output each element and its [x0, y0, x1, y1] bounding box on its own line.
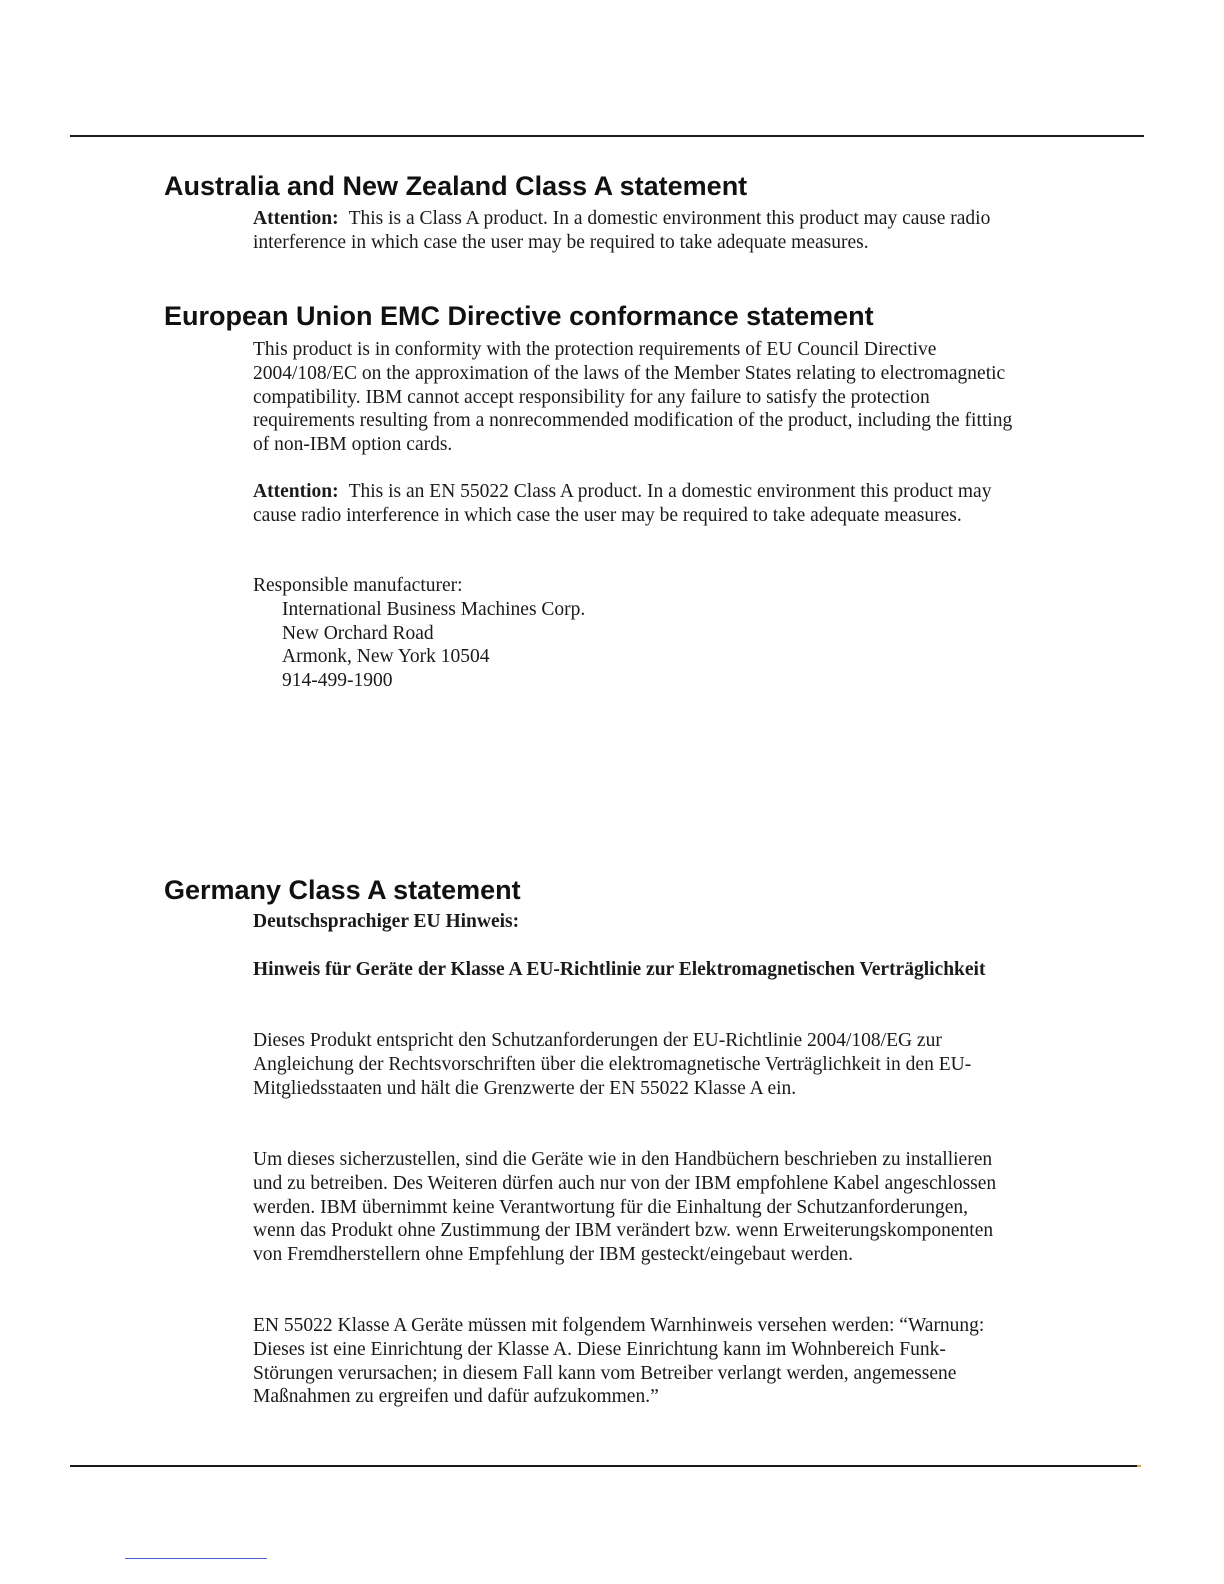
attention-text: This is an EN 55022 Class A product. In a domestic environment this product may cause radio interference in which case the user may be required to take adequate measures. — [253, 481, 992, 526]
australia-attention-paragraph — [253, 207, 1013, 255]
bottom-rule — [70, 1465, 1138, 1467]
germany-notice-title: Hinweis für Geräte der Klasse A EU-Richtlinie zur Elektromagnetischen Verträglichkeit — [253, 959, 986, 980]
manufacturer-label: Responsible manufacturer: — [253, 575, 463, 596]
bottom-rule-mark — [1137, 1465, 1141, 1467]
eu-attention-paragraph — [253, 480, 1013, 528]
top-rule — [70, 135, 1144, 137]
heading-eu-emc: European Union EMC Directive conformance statement — [164, 301, 874, 331]
manufacturer-phone: 914-499-1900 — [282, 670, 393, 692]
attention-label: Attention: — [253, 208, 339, 229]
attention-label: Attention: — [253, 481, 339, 502]
footer-link-underline — [125, 1558, 267, 1559]
manufacturer-street: New Orchard Road — [282, 622, 434, 644]
heading-australia: Australia and New Zealand Class A statement — [164, 171, 748, 201]
heading-germany: Germany Class A statement — [164, 875, 521, 905]
germany-paragraph-1: Dieses Produkt entspricht den Schutzanforderungen der EU-Richtlinie 2004/108/EG zur Angleichung der Rechtsvorschriften über die elektromagnetische Verträglichkeit in den EU-Mitgliedsstaaten und hält die Grenzwerte der EN 55022 Klasse A ein. — [253, 1030, 972, 1099]
germany-paragraph-3: EN 55022 Klasse A Geräte müssen mit folgendem Warnhinweis versehen werden: “Warnung: Dieses ist eine Einrichtung der Klasse A. Diese Einrichtung kann im Wohnbereich Funk-Störungen verursachen; in diesem Fall kann vom Betreiber verlangt werden, angemessene Maßnahmen zu ergreifen und dafür aufzukommen.” — [253, 1315, 985, 1408]
attention-text: This is a Class A product. In a domestic environment this product may cause radio interference in which case the user may be required to take adequate measures. — [253, 208, 991, 253]
germany-paragraph-2: Um dieses sicherzustellen, sind die Geräte wie in den Handbüchern beschrieben zu installieren und zu betreiben. Des Weiteren dürfen auch nur von der IBM empfohlene Kabel angeschlossen werden. IBM übernimmt keine Verantwortung für die Einhaltung der Schutzanforderungen, wenn das Produkt ohne Zustimmung der IBM verändert bzw. wenn Erweiterungskomponenten von Fremdherstellern ohne Empfehlung der IBM gesteckt/eingebaut werden. — [253, 1149, 997, 1266]
germany-subheading: Deutschsprachiger EU Hinweis: — [253, 911, 520, 932]
responsible-manufacturer-block — [253, 574, 1013, 693]
manufacturer-city: Armonk, New York 10504 — [282, 646, 490, 668]
eu-conformity-paragraph: This product is in conformity with the protection requirements of EU Council Directive 2004/108/EC on the approximation of the laws of the Member States relating to electromagnetic compatibility. IBM cannot accept responsibility for any failure to satisfy the protection requirements resulting from a nonrecommended modification of the product, including the fitting of non-IBM option cards. — [253, 339, 1013, 456]
manufacturer-name: International Business Machines Corp. — [282, 598, 586, 620]
